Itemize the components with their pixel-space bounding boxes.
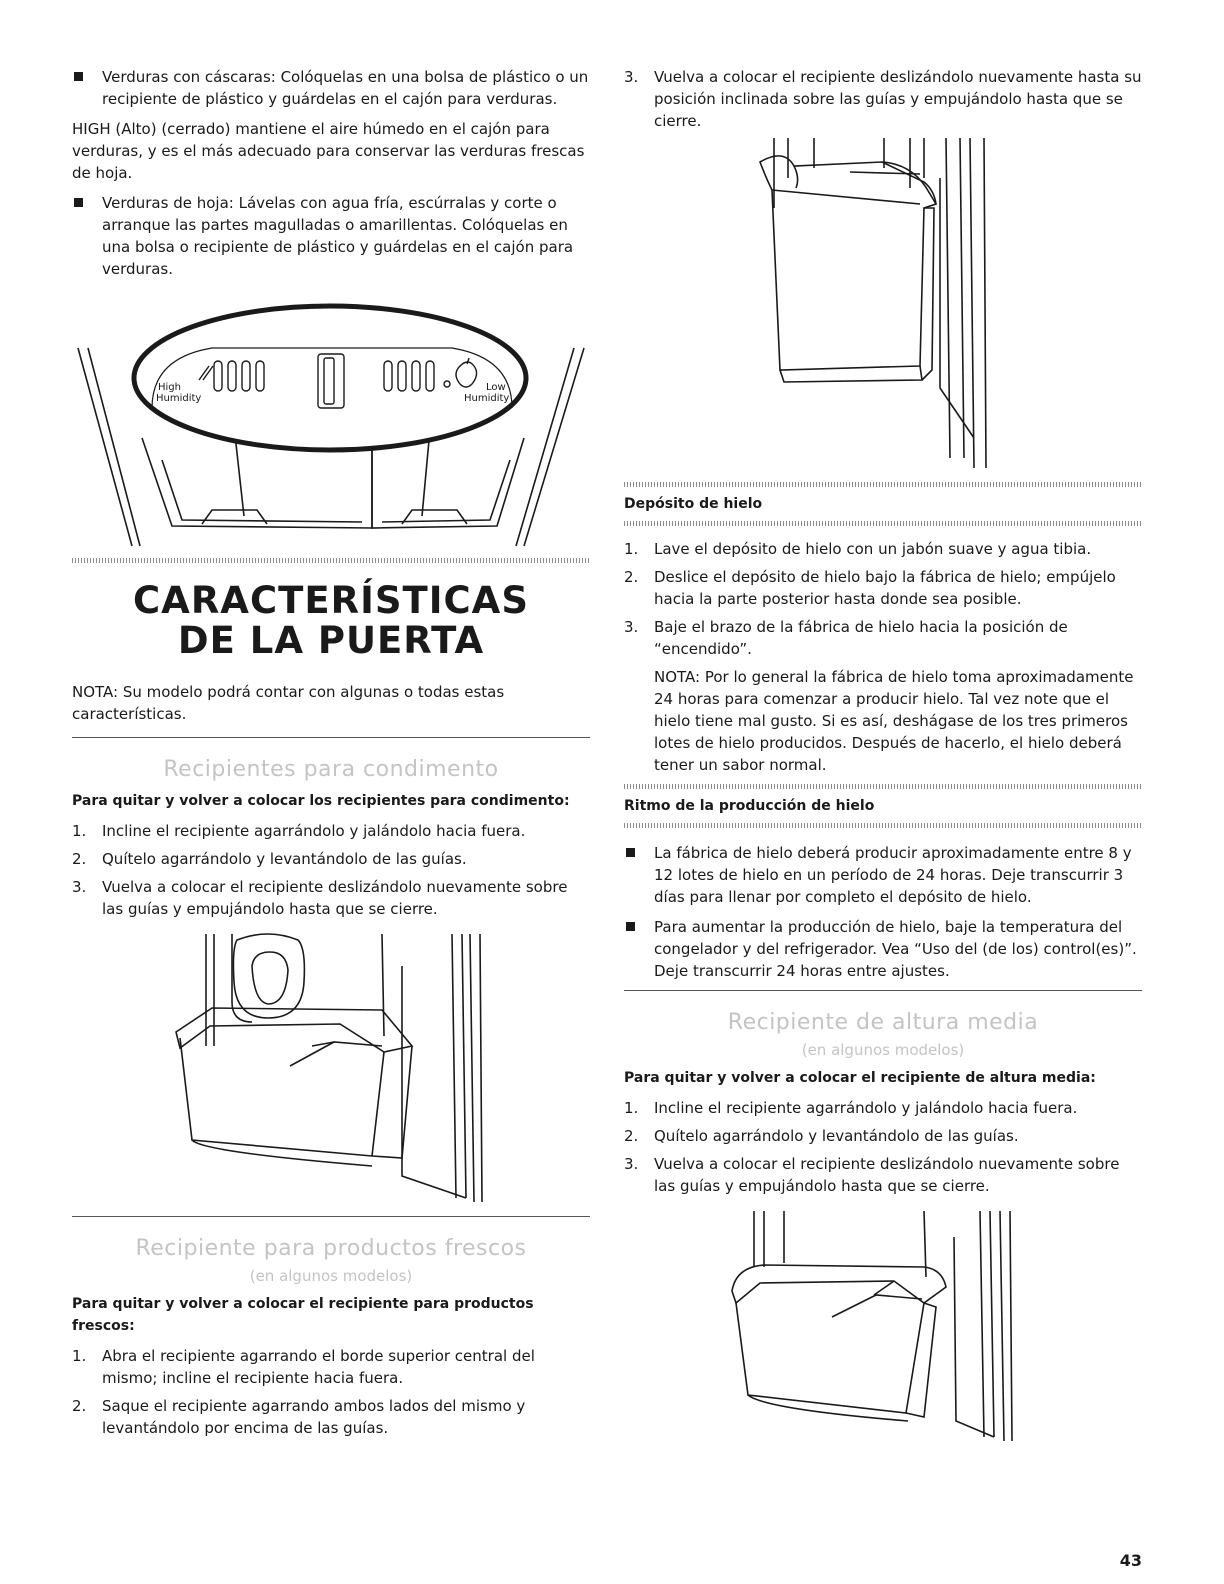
page-number: 43 [1119, 1551, 1142, 1570]
list-item: 3. Vuelva a colocar el recipiente deslizándolo nuevamente hasta su posición inclinada sobre las guías y empujándolo hasta que se cierre. [624, 68, 1142, 130]
condiment-steps [72, 820, 590, 920]
ice-note: NOTA: Por lo general la fábrica de hielo toma aproximadamente 24 horas para comenzar a producir hielo. Tal vez note que el hielo tiene mal gusto. Si es así, deshágase de los tres primeros lotes de hielo producidos. Después de hacerlo, el hielo deberá tener un sabor normal. [654, 668, 1134, 774]
high-humidity-paragraph: HIGH (Alto) (cerrado) mantiene el aire húmedo en el cajón para verduras, y es el más adecuado para conservar las verduras frescas de hoja. [72, 120, 585, 182]
list-item: La fábrica de hielo deberá producir aproximadamente entre 8 y 12 lotes de hielo en un período de 24 horas. Deje transcurrir 3 días para llenar por completo el depósito de hielo. [624, 842, 1142, 908]
list-item: Verduras de hoja: Lávelas con agua fría, escúrralas y corte o arranque las partes magulladas o amarillentas. Colóquelas en una bolsa o recipiente de plástico y guárdelas en el cajón para verduras. [72, 192, 590, 280]
fresh-produce-bin-illustration [624, 138, 1142, 478]
section-divider [624, 990, 1142, 991]
medium-section-title: Recipiente de altura media [727, 1010, 1039, 1035]
fresh-heading: Para quitar y volver a colocar el recipiente para productos frescos: [72, 1296, 534, 1334]
door-features-note [72, 681, 590, 725]
right-column [624, 66, 1142, 1447]
condiment-heading: Para quitar y volver a colocar los recipientes para condimento: [72, 793, 570, 809]
hatched-divider [624, 521, 1142, 526]
produce-list-a [72, 66, 590, 110]
medium-section-subtitle: (en algunos modelos) [801, 1041, 965, 1059]
list-item: 1. Abra el recipiente agarrando el borde superior central del mismo; incline el recipiente hacia fuera. [72, 1347, 535, 1387]
section-divider [72, 1216, 590, 1217]
crisper-illustration [72, 288, 590, 556]
fresh-steps [72, 1345, 590, 1439]
list-item: 2. Deslice el depósito de hielo bajo la fábrica de hielo; empújelo hacia la parte posterior hasta donde sea posible. [624, 568, 1116, 608]
high-humidity-label-2: Humidity [156, 393, 202, 404]
ice-rate-list [624, 842, 1142, 982]
list-item: 1. Incline el recipiente agarrándolo y jalándolo hacia fuera. [72, 822, 526, 840]
hatched-divider [72, 558, 590, 563]
list-item: Verduras con cáscaras: Colóquelas en una bolsa de plástico o un recipiente de plástico y guárdelas en el cajón para verduras. [72, 66, 590, 110]
left-column [72, 66, 590, 1445]
ice-rate-heading: Ritmo de la producción de hielo [624, 798, 875, 814]
list-item: 2. Saque el recipiente agarrando ambos lados del mismo y levantándolo por encima de las guías. [72, 1397, 526, 1437]
section-divider [72, 737, 590, 738]
high-humidity-label: High [158, 382, 181, 393]
list-item: Para aumentar la producción de hielo, baje la temperatura del congelador y del refrigerador. Vea “Uso del (de los) control(es)”. Deje transcurrir 24 horas entre ajustes. [624, 916, 1142, 982]
condiment-bin-illustration [72, 926, 590, 1206]
main-title-line-1: CARACTERÍSTICAS [133, 579, 529, 622]
low-humidity-label-2: Humidity [464, 393, 510, 404]
low-humidity-label: Low [486, 382, 506, 393]
list-item: 1. Lave el depósito de hielo con un jabón suave y agua tibia. [624, 540, 1092, 558]
note-label: NOTA: [72, 683, 119, 701]
main-title-line-2: DE LA PUERTA [177, 619, 485, 662]
list-item: 2. Quítelo agarrándolo y levantándolo de las guías. [624, 1127, 1019, 1145]
main-title [72, 581, 590, 661]
medium-heading: Para quitar y volver a colocar el recipiente de altura media: [624, 1070, 1096, 1086]
ice-bin-steps [624, 538, 1142, 776]
ice-bin-heading: Depósito de hielo [624, 496, 763, 512]
list-item: 3. Vuelva a colocar el recipiente deslizándolo nuevamente sobre las guías y empujándolo hasta que se cierre. [72, 878, 568, 918]
list-item: 2. Quítelo agarrándolo y levantándolo de las guías. [72, 850, 467, 868]
fresh-section-subtitle: (en algunos modelos) [249, 1267, 413, 1285]
list-item: 1. Incline el recipiente agarrándolo y jalándolo hacia fuera. [624, 1099, 1078, 1117]
list-item: 3. Baje el brazo de la fábrica de hielo hacia la posición de “encendido”. NOTA: Por lo general la fábrica de hielo toma aproximadamente 24 horas para comenzar a producir hielo. Tal vez note que el hielo tiene mal gusto. Si es así, deshágase de los tres primeros lotes de hielo producidos. Después de hacerlo, el hielo deberá tener un sabor normal. [624, 616, 1142, 776]
note-text: Su modelo podrá contar con algunas o todas estas características. [72, 683, 505, 723]
fresh-steps-continued [624, 66, 1142, 132]
fresh-section-title: Recipiente para productos frescos [135, 1236, 527, 1261]
produce-list-b [72, 192, 590, 280]
list-item: 3. Vuelva a colocar el recipiente deslizándolo nuevamente sobre las guías y empujándolo hasta que se cierre. [624, 1155, 1120, 1195]
condiment-section-title: Recipientes para condimento [163, 757, 499, 782]
medium-bin-illustration [624, 1207, 1142, 1447]
hatched-divider [624, 823, 1142, 828]
medium-steps [624, 1097, 1142, 1197]
